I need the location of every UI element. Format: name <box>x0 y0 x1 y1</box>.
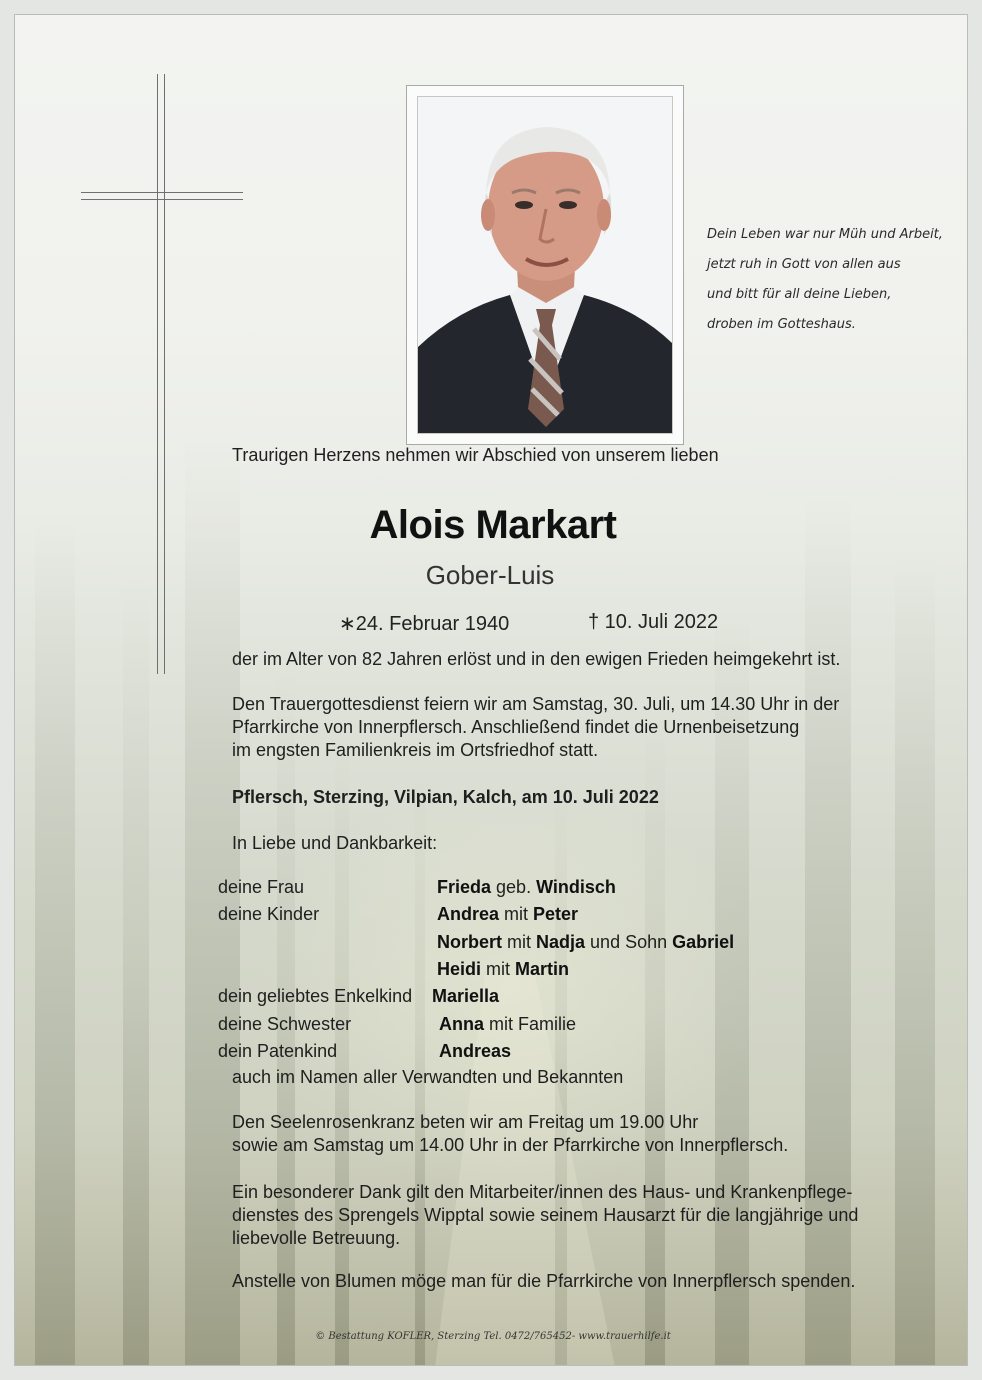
poem-line: jetzt ruh in Gott von allen aus <box>707 257 901 272</box>
family-member-name: Windisch <box>536 877 616 897</box>
flowers-line: Anstelle von Blumen möge man für die Pfarrkirche von Innerpflersch spenden. <box>232 1271 856 1291</box>
cross-horizontal <box>81 192 243 200</box>
family-member-name: Martin <box>515 958 570 979</box>
family-members <box>437 877 616 898</box>
family-relation: dein geliebtes Enkelkind <box>218 986 413 1007</box>
family-members <box>432 986 499 1007</box>
portrait-frame <box>406 85 684 445</box>
family-relation: dein Patenkind <box>218 1040 338 1061</box>
intro-text: Traurigen Herzens nehmen wir Abschied von unserem lieben <box>232 445 719 465</box>
family-connector: mit <box>502 931 537 952</box>
service-paragraph <box>232 693 839 762</box>
family-member-name: Andrea <box>437 904 500 925</box>
rosary-line: sowie am Samstag um 14.00 Uhr in der Pfarrkirche von Innerpflersch. <box>232 1135 789 1155</box>
deceased-name: Alois Markart <box>369 503 617 547</box>
family-member-name: Norbert <box>437 931 503 952</box>
footer-credit: © Bestattung KOFLER, Sterzing Tel. 0472/765452- www.trauerhilfe.it <box>315 1331 671 1342</box>
family-members <box>437 904 578 925</box>
family-members <box>439 1014 576 1035</box>
poem-line: und bitt für all deine Lieben, <box>707 287 892 302</box>
rosary-line: Den Seelenrosenkranz beten wir am Freitag um 19.00 Uhr <box>232 1112 699 1132</box>
family-members <box>439 1041 511 1062</box>
family-member-name: Heidi <box>437 958 482 979</box>
family-connector: mit <box>481 958 516 979</box>
family-relation: deine Schwester <box>218 1013 352 1034</box>
service-line: Pfarrkirche von Innerpflersch. Anschließend findet die Urnenbeisetzung <box>232 717 800 737</box>
thanks-line: Ein besonderer Dank gilt den Mitarbeiter/innen des Haus- und Krankenpflege- <box>232 1182 853 1202</box>
family-members <box>437 959 569 980</box>
family-relation: deine Frau <box>218 877 305 897</box>
death-date: † 10. Juli 2022 <box>588 611 719 633</box>
family-member-name: Andreas <box>439 1040 512 1061</box>
family-connector: mit <box>499 904 534 925</box>
poem-line: Dein Leben war nur Müh und Arbeit, <box>707 227 943 242</box>
poem <box>707 220 957 340</box>
relatives-line: auch im Namen aller Verwandten und Bekannten <box>232 1067 624 1087</box>
thanks-line: dienstes des Sprengels Wipptal sowie seinem Hausarzt für die langjährige und <box>232 1205 859 1225</box>
rosary-paragraph <box>232 1111 788 1157</box>
page-frame <box>14 14 968 1366</box>
age-line: der im Alter von 82 Jahren erlöst und in den ewigen Frieden heimgekehrt ist. <box>232 649 841 669</box>
deceased-nickname: Gober-Luis <box>425 560 555 590</box>
service-line: Den Trauergottesdienst feiern wir am Samstag, 30. Juli, um 14.30 Uhr in der <box>232 694 840 714</box>
poem-line: droben im Gotteshaus. <box>707 317 856 332</box>
family-members <box>437 932 734 953</box>
love-line: In Liebe und Dankbarkeit: <box>232 833 438 853</box>
family-member-name: Nadja <box>536 931 586 952</box>
family-connector: geb. <box>491 877 537 897</box>
family-member-name: Anna <box>439 1013 484 1034</box>
family-member-name: Mariella <box>432 986 500 1007</box>
thanks-paragraph <box>232 1181 858 1250</box>
family-member-name: Frieda <box>437 877 492 897</box>
place-date: Pflersch, Sterzing, Vilpian, Kalch, am 10. Juli 2022 <box>232 787 659 807</box>
thanks-line: liebevolle Betreuung. <box>232 1228 401 1248</box>
birth-date: ∗24. Februar 1940 <box>339 613 510 635</box>
service-line: im engsten Familienkreis im Ortsfriedhof statt. <box>232 740 599 760</box>
family-relation: deine Kinder <box>218 904 320 925</box>
family-member-name: Peter <box>533 904 579 925</box>
family-member-name: Gabriel <box>672 931 735 952</box>
portrait-photo <box>417 96 673 434</box>
family-connector: und Sohn <box>585 931 673 952</box>
family-connector: mit Familie <box>484 1013 577 1034</box>
